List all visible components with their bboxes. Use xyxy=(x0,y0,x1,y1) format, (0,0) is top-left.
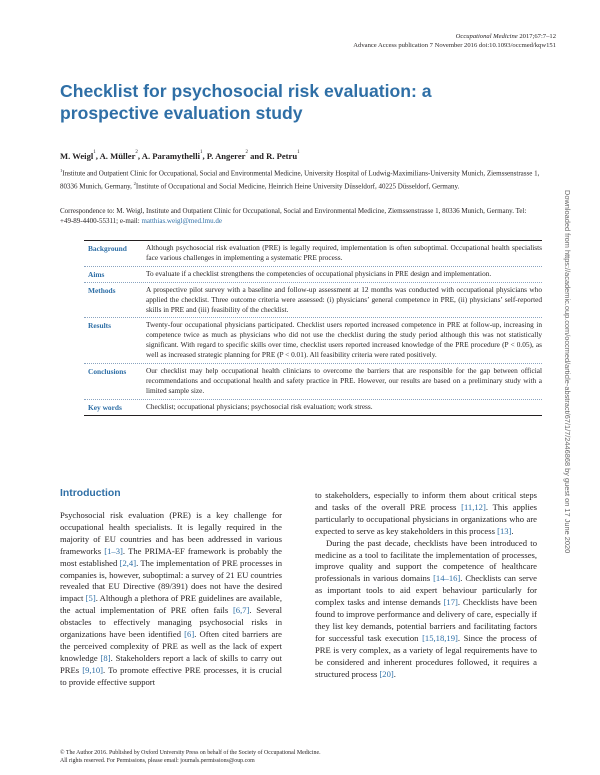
citation-link[interactable]: [20] xyxy=(379,668,394,679)
abstract-row-results xyxy=(84,317,542,363)
citation-link[interactable]: [14–16] xyxy=(433,573,461,584)
abstract-text: A prospective pilot survey with a baseline and follow-up assessment at 12 months was conducted with occupational physicians who applied the checklist. Three outcome criteria were assessed: (i) physicians’ general competence in PRE, (ii) physicians’ self-reported skills in PRE and (iii) feasibility of the checklist. xyxy=(146,284,542,314)
abstract-label: Key words xyxy=(88,402,122,412)
author: R. Petru xyxy=(266,151,298,161)
body-column-left xyxy=(60,510,282,689)
journal-header xyxy=(353,32,556,50)
paragraph: During the past decade, checklists have been introduced to medicine as a tool to facilitate the implementation of processes, improve quality and support the competence of healthcare professionals in various domains [14–16]. Checklists can serve as important tools to aid expert behaviour particularly for complex tasks and intense demands [17]. Checklists have been found to improve performance and delivery of care, especially if they list key demands, potential barriers and facilitating factors for successful task execution [15,18,19]. Since the process of PRE is very complex, as a variety of legal requirements have to be considered and inherent procedures followed, it requires a structured process [20]. xyxy=(315,537,538,679)
abstract-row-keywords xyxy=(84,399,542,415)
citation-link[interactable]: [2,4] xyxy=(119,557,137,568)
paper-title: Checklist for psychosocial risk evaluation: a prospective evaluation study xyxy=(60,81,432,123)
citation-link[interactable]: [1–3] xyxy=(104,545,123,556)
abstract-text: Checklist; occupational physicians; psychosocial risk evaluation; work stress. xyxy=(146,401,373,411)
citation-link[interactable]: [13] xyxy=(497,525,512,536)
volume-pages: 2017;67:7–12 xyxy=(517,33,556,40)
abstract-label: Background xyxy=(88,244,127,253)
affiliations: $^1$Institute and Outpatient Clinic for Occupational, Social and Environmental Medicine, University Hospital of Ludwig-Maximilians-University Munich, Ziemssenstrasse 1, 80336 Munich, Germany, $^2$Institute of Occupational and Social Medicine, Heinrich Heine University Düsseldorf, 40225 Düsseldorf, Germany. xyxy=(60,168,540,191)
correspondence: Correspondence to: M. Weigl, Institute and Outpatient Clinic for Occupational, Social and Environmental Medicine, Ziemssenstrasse 1, 80336 Munich, Germany. Tel: +49-89-4400-55311; e-mail: matthias.weigl@med.lmu.de xyxy=(60,207,527,225)
abstract-text: Twenty-four occupational physicians participated. Checklist users reported increased competence in PRE at follow-up, increasing in competence twice as much as physicians who did not use the checklist during the study period although this was not statistically significant. With regard to specific skills over time, checklist users reported increased knowledge of the PRE procedure (P < 0.05), as well as increased strategic planning for PRE (P < 0.01). All feasibility criteria were rated positively. xyxy=(146,320,542,360)
citation-link[interactable]: [9,10] xyxy=(82,664,103,675)
advance-access: Advance Access publication 7 November 2016 doi:10.1093/occmed/kqw151 xyxy=(353,42,556,49)
copyright-footer: © The Author 2016. Published by Oxford University Press on behalf of the Society of Occupational Medicine. All rights reserved. For Permissions, please email: journals.permissions@oup.com xyxy=(60,750,321,764)
abstract-text: To evaluate if a checklist strengthens the competencies of occupational physicians in PRE design and implementation. xyxy=(146,268,492,278)
citation-link[interactable]: [17] xyxy=(443,597,458,608)
download-watermark: Downloaded from https://academic.oup.com/occmed/article-abstract/67/1/7/2446868 by guest on 17 June 2020 xyxy=(563,190,572,554)
journal-name: Occupational Medicine xyxy=(455,33,518,40)
citation-link[interactable]: [6] xyxy=(184,629,195,640)
abstract-label: Results xyxy=(88,321,111,331)
abstract-text: Although psychosocial risk evaluation (PRE) is legally required, implementation is often suboptimal. Occupational health specialists face various challenges in implementing a systematic PRE process. xyxy=(146,243,542,262)
paragraph: to stakeholders, especially to inform them about critical steps and tasks of the overall PRE process [11,12]. This applies particularly to occupational physicians in organizations who are expected to serve as key stakeholders in this process [13]. xyxy=(315,490,537,536)
author: A. Paramythelli xyxy=(141,151,200,161)
author: P. Angerer xyxy=(206,151,246,161)
paragraph: Psychosocial risk evaluation (PRE) is a key challenge for occupational health specialists. It is legally required in the majority of EU countries and has been addressed in various frameworks [1–3]. The PRIMA-EF framework is probably the most established [2,4]. The implementation of PRE processes in companies is, however, suboptimal: a survey of 21 EU countries revealed that EU Directive (89/391) does not have the desired impact [5]. Although a plethora of PRE guidelines are available, the actual implementation of PRE often fails [6,7]. Several obstacles to effectively managing psychosocial risks in organizations have been identified [6]. Often cited barriers are the perceived complexity of PRE as well as the lack of expert knowledge [8]. Stakeholders report a lack of skills to carry out PREs [9,10]. To promote effective PRE processes, it is crucial to provide effective support xyxy=(60,510,283,687)
abstract-row-background xyxy=(84,241,542,266)
citation-link[interactable]: [6,7] xyxy=(232,605,250,616)
author: A. Müller xyxy=(99,151,136,161)
abstract-row-methods xyxy=(84,282,542,318)
abstract-label: Aims xyxy=(88,269,105,279)
abstract-box xyxy=(84,240,542,416)
abstract-row-conclusions xyxy=(84,363,542,399)
email-link[interactable]: matthias.weigl@med.lmu.de xyxy=(141,216,222,225)
body-column-right xyxy=(315,490,537,681)
author-list: M. Weigl$^1$, A. Müller$^2$, A. Paramythelli$^1$, P. Angerer$^2$ and R. Petru$^1$ xyxy=(60,150,300,161)
abstract-text: Our checklist may help occupational health clinicians to overcome the barriers that are responsible for the gap between official recommendations and occupational health and safety practice in PRE. However, our results are based on a preliminary study with a limited sample size. xyxy=(146,366,542,395)
abstract-label: Conclusions xyxy=(88,367,127,377)
author: M. Weigl xyxy=(60,151,94,161)
citation-link[interactable]: [15,18,19] xyxy=(422,632,458,643)
abstract-label: Methods xyxy=(88,285,116,295)
abstract-row-aims xyxy=(84,266,542,282)
citation-link[interactable]: [5] xyxy=(85,593,96,604)
section-heading-introduction: Introduction xyxy=(60,488,121,499)
citation-link[interactable]: [11,12] xyxy=(461,501,486,512)
citation-link[interactable]: [8] xyxy=(100,652,111,663)
